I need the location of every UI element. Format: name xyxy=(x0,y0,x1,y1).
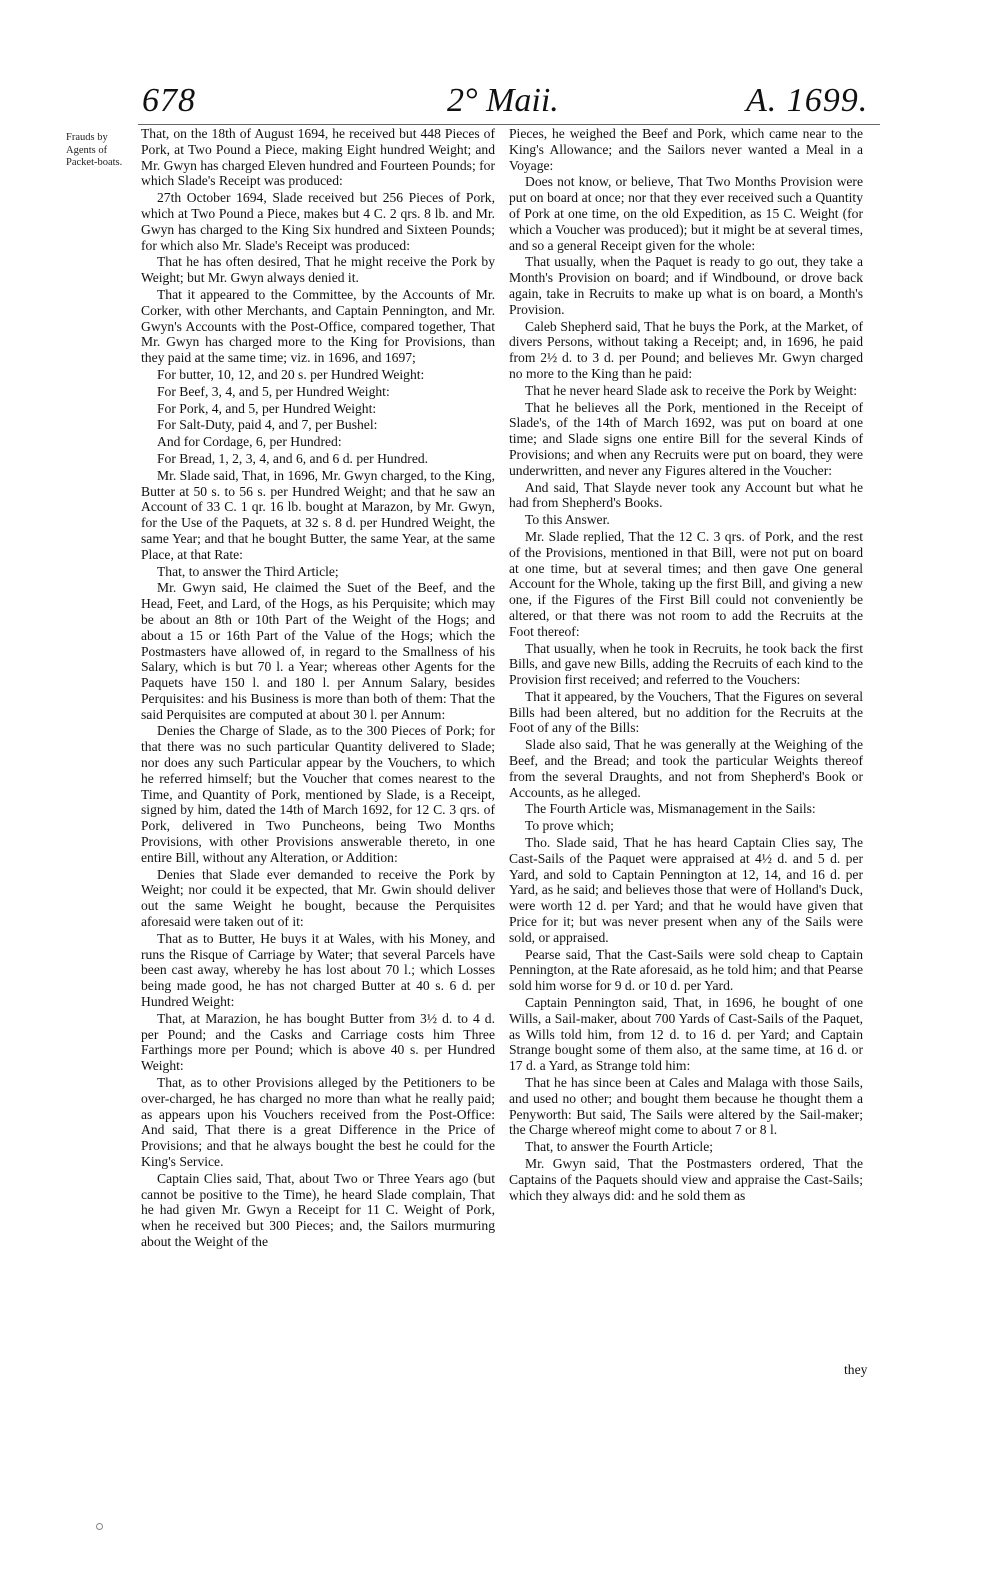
paragraph: That he never heard Slade ask to receive the Pork by Weight: xyxy=(525,382,857,398)
catchword: they xyxy=(844,1362,868,1377)
paragraph: That he believes all the Pork, mentioned in the Receipt of Slade's, of the 14th of March 1692, was put on board at one time; and Slade signs one entire Bill for the several Kinds of Provisions; and when any Recruits were put on board, they were underwritten, and never any Figures altered in the Voucher: xyxy=(509,399,863,478)
margin-note: Frauds by Agents of Packet-boats. xyxy=(66,132,123,168)
paragraph: Caleb Shepherd said, That he buys the Pork, at the Market, of divers Persons, without taking a Receipt; and, in 1696, he paid from 2½ d. to 3 d. per Pound; and believes Mr. Gwyn charged no more to the King than he paid: xyxy=(509,318,863,381)
paragraph: For Beef, 3, 4, and 5, per Hundred Weight: xyxy=(157,383,390,399)
paragraph: For Pork, 4, and 5, per Hundred Weight: xyxy=(157,400,377,416)
paragraph: Does not know, or believe, That Two Months Provision were put on board at once; nor that they ever received such a Quantity of Pork at one time, on the old Expedition, as 15 C. Weight (for which a Voucher was produced); but it might be at several times, and so a general Receipt given for the whole: xyxy=(509,174,863,253)
paragraph: That as to Butter, He buys it at Wales, with his Money, and runs the Risque of Carriage by Water; that several Parcels have been cast away, whereby he has lost about 70 l.; which Losses being made good, he has not charged Butter at 40 s. 6 d. per Hundred Weight: xyxy=(141,930,495,1010)
paragraph: And for Cordage, 6, per Hundred: xyxy=(157,434,342,450)
paragraph: For Salt-Duty, paid 4, and 7, per Bushel: xyxy=(157,417,378,433)
page-number: 678 xyxy=(142,82,196,119)
paragraph: The Fourth Article was, Mismanagement in the Sails: xyxy=(525,801,816,817)
paragraph: That, to answer the Fourth Article; xyxy=(525,1139,714,1155)
paragraph: Denies that Slade ever demanded to receive the Pork by Weight; nor could it be expected, that Mr. Gwin should deliver out the same Weight he bought, because the Perquisites aforesaid were taken out of it: xyxy=(141,866,495,930)
paragraph: And said, That Slayde never took any Account but what he had from Shepherd's Books. xyxy=(509,479,863,511)
paragraph: Mr. Gwyn said, That the Postmasters ordered, That the Captains of the Paquets should view and appraise the Cast-Sails; which they always did: and he sold them as xyxy=(509,1156,863,1203)
paragraph: Mr. Slade replied, That the 12 C. 3 qrs. of Pork, and the rest of the Provisions, mentioned in that Bill, were not put on board at one time, but at several times; and then gave One general Account for the Whole, taking up the first Bill, and giving a new one, if the Figures of the First Bill could not conveniently be altered, or that there was not room to add the Recruits at the Foot thereof: xyxy=(509,528,863,639)
paragraph: For Bread, 1, 2, 3, 4, and 6, and 6 d. per Hundred. xyxy=(157,450,429,466)
page-mark xyxy=(96,1523,103,1530)
right-column xyxy=(509,126,863,1204)
paragraph: Mr. Gwyn said, He claimed the Suet of the Beef, and the Head, Feet, and Lard, of the Hogs, as his Perquisite; which may be about an 8th or 10th Part of the Weight of the Hogs; and about a 15 or 16th Part of the Value of the Hogs; which the Postmasters have allowed of, in regard to the Smallness of his Salary, which is but 70 l. a Year; whereas other Agents for the Paquets have 150 l. and 180 l. per Annum Salary, besides Perquisites: and his Business is more than both of them: That the said Perquisites are computed at about 30 l. per Annum: xyxy=(141,580,495,722)
paragraph: That it appeared to the Committee, by the Accounts of Mr. Corker, with other Merchants, and Captain Pennington, and Mr. Gwyn's Accounts with the Post-Office, compared together, That Mr. Gwyn has charged more to the King for Provisions, than they paid at the same time; viz. in 1696, and 1697; xyxy=(141,286,495,366)
paragraph: That, on the 18th of August 1694, he received but 448 Pieces of Pork, at Two Pound a Piece, making Eight hundred Weight; and Mr. Gwyn has charged Eleven hundred and Fourteen Pounds; for which Slade's Receipt was produced: xyxy=(141,126,495,189)
header-rule xyxy=(138,124,880,125)
paragraph: Captain Pennington said, That, in 1696, he bought of one Wills, a Sail-maker, about 700 Yards of Cast-Sails of the Paquet, as Wills told him, from 12 d. to 16 d. per Yard; and Captain Strange bought some of them also, at the same time, at 16 d. or 17 d. a Yard, as Strange told him: xyxy=(509,995,863,1074)
paragraph: Tho. Slade said, That he has heard Captain Clies say, The Cast-Sails of the Paquet were appraised at 4½ d. and 5 d. per Yard, and sold to Captain Pennington at 12, 14, and 16 d. per Yard, as he said; and believes those that were of Holland's Duck, were worth 12 d. per Yard; and that he would have given that Price for it; but was never present when any of the Sails were sold, or appraised. xyxy=(509,835,863,945)
paragraph: Captain Clies said, That, about Two or Three Years ago (but cannot be positive to the Time), he heard Slade complain, That he had given Mr. Gwyn a Receipt for 11 C. Weight of Pork, when he received but 300 Pieces; and, the Sailors murmuring about the Weight of the xyxy=(141,1170,495,1249)
paragraph: To prove which; xyxy=(525,818,614,834)
paragraph: That, to answer the Third Article; xyxy=(157,563,339,579)
paragraph: Pearse said, That the Cast-Sails were sold cheap to Captain Pennington, at the Rate aforesaid, as he told him; and that Pearse sold him worse for 9 d. or 10 d. per Yard. xyxy=(509,946,863,994)
paragraph: That, as to other Provisions alleged by the Petitioners to be over-charged, he has charged no more than what he really paid; as appears upon his Vouchers received from the Post-Office: And said, That there is a great Difference in the Price of Provisions; and that he always bought the best he could for the King's Service. xyxy=(141,1075,495,1169)
paragraph: Denies the Charge of Slade, as to the 300 Pieces of Pork; for that there was no such particular Quantity delivered to Slade; nor does any such Particular appear by the Vouchers, to which he referred himself; but the Voucher that comes nearest to the Time, and Quantity of Pork, mentioned by Slade, is a Receipt, signed by him, dated the 14th of March 1692, for 12 C. 3 qrs. of Pork, delivered in Two Puncheons, being Two Months Provisions, with other Provisions answerable thereto, in one entire Bill, without any Alteration, or Addition: xyxy=(141,723,495,865)
left-column xyxy=(141,126,495,1251)
page-year: A. 1699. xyxy=(746,82,869,119)
paragraph: Slade also said, That he was generally at the Weighing of the Beef, and the Bread; and took the particular Weights thereof from the several Draughts, and not from Shepherd's Book or Accounts, as he alleged. xyxy=(509,737,863,800)
paragraph: For butter, 10, 12, and 20 s. per Hundred Weight: xyxy=(157,366,425,382)
paragraph: That, at Marazion, he has bought Butter from 3½ d. to 4 d. per Pound; and the Casks and Carriage costs him Three Farthings more per Pound; which is above 40 s. per Hundred Weight: xyxy=(141,1010,495,1074)
paragraph: That he has since been at Cales and Malaga with those Sails, and used no other; and bought them because he thought them a Penyworth: But said, The Sails were altered by the Sail-maker; the Charge whereof might come to about 7 or 8 l. xyxy=(509,1075,863,1138)
paragraph: That he has often desired, That he might receive the Pork by Weight; but Mr. Gwyn always denied it. xyxy=(141,254,495,286)
paragraph: That it appeared, by the Vouchers, That the Figures on several Bills had been altered, but no addition for the Recruits at the Foot of any of the Bills: xyxy=(509,688,863,736)
paragraph: Pieces, he weighed the Beef and Pork, which came near to the King's Allowance; and the Sailors never wanted a Meal in a Voyage: xyxy=(509,126,863,173)
page-date: 2° Maii. xyxy=(447,82,559,119)
paragraph: Mr. Slade said, That, in 1696, Mr. Gwyn charged, to the King, Butter at 50 s. to 56 s. per Hundred Weight; and that he saw an Account of 33 C. 1 qr. 16 lb. bought at Marazon, by Mr. Gwyn, for the Use of the Paquets, at 32 s. 8 d. per Hundred Weight, the same Year; and that he bought Butter, the same Year, at the same Place, at that Rate: xyxy=(141,467,495,562)
paragraph: That usually, when he took in Recruits, he took back the first Bills, and gave new Bills, adding the Recruits of each kind to the Provision first received; and referred to the Vouchers: xyxy=(509,640,863,688)
paragraph: 27th October 1694, Slade received but 256 Pieces of Pork, which at Two Pound a Piece, makes but 4 C. 2 qrs. 8 lb. and Mr. Gwyn has charged to the King Six hundred and Sixteen Pounds; for which also Mr. Slade's Receipt was produced: xyxy=(141,190,495,253)
paragraph: That usually, when the Paquet is ready to go out, they take a Month's Provision on board; and if Windbound, or drove back again, take in Recruits to make up what is on board, a Month's Provision. xyxy=(509,254,863,317)
paragraph: To this Answer. xyxy=(525,512,610,528)
